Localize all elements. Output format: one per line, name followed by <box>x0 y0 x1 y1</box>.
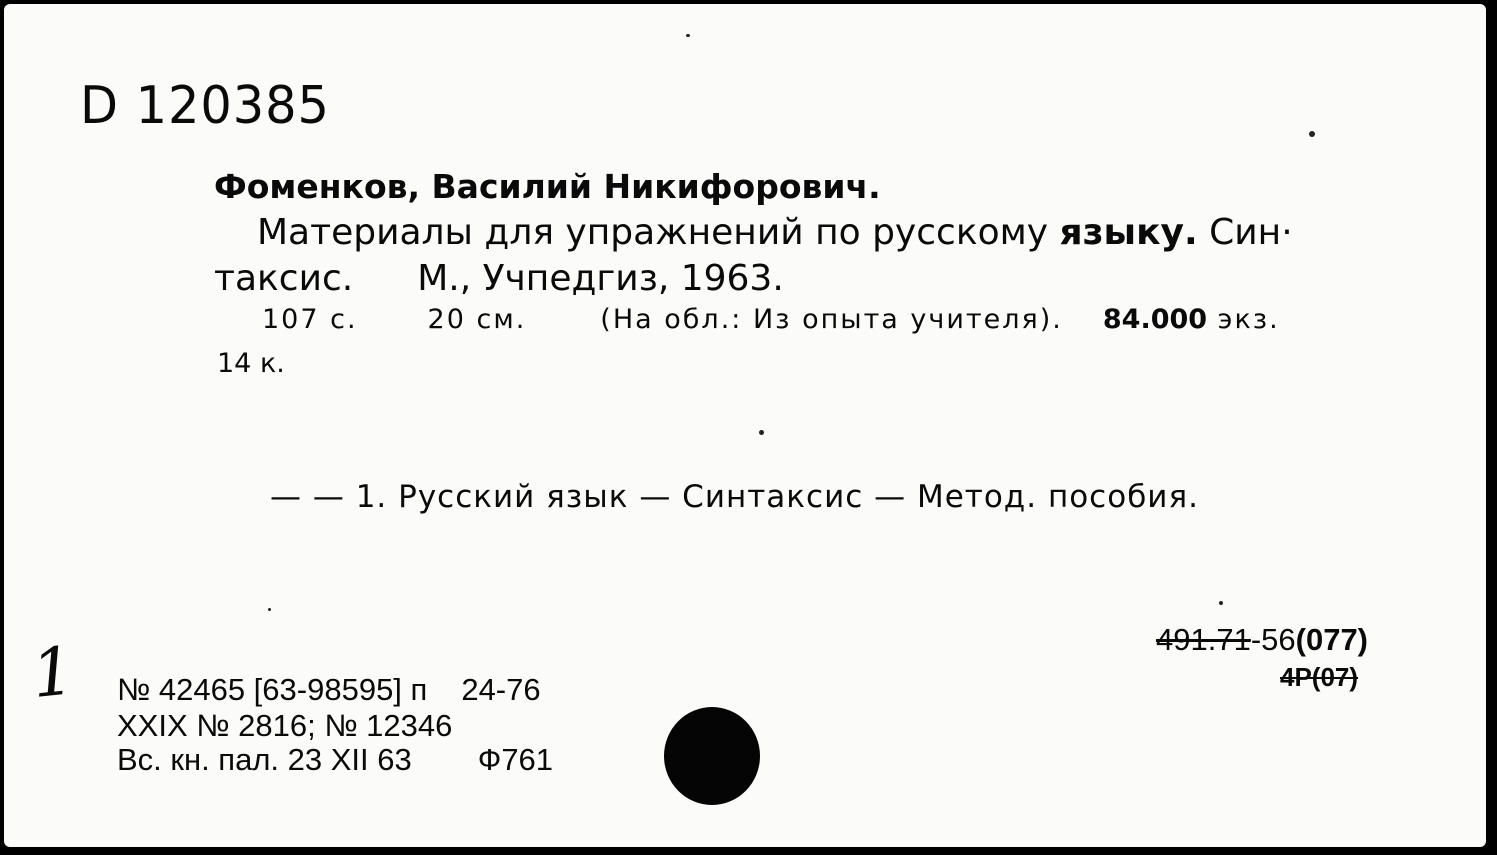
dust-speck <box>268 608 271 611</box>
footer-line-2: XXIX № 2816; № 12346 <box>117 708 453 743</box>
print-run: 84.000 <box>1102 304 1208 335</box>
series-note: (На обл.: Из опыта учителя). <box>600 304 1063 335</box>
title-line-2 <box>214 258 784 299</box>
dust-speck <box>686 34 690 37</box>
dust-speck <box>1219 601 1223 605</box>
price: 14 к. <box>217 348 285 379</box>
classification-udc <box>1156 622 1368 658</box>
classification-bbk: 4Р(07) <box>1280 662 1359 692</box>
classification-rest: -56 <box>1250 622 1296 657</box>
title-continuation: таксис. <box>214 258 354 299</box>
pages: 107 с. <box>262 304 358 335</box>
title-text-end: Син· <box>1209 212 1293 253</box>
order-code: 24-76 <box>461 672 541 707</box>
form-code: Ф761 <box>477 742 554 777</box>
title-text-bold: языку. <box>1059 212 1198 253</box>
imprint: М., Учпедгиз, 1963. <box>417 258 784 299</box>
punch-hole <box>664 707 760 805</box>
footer-line-3 <box>117 742 553 778</box>
size: 20 см. <box>427 304 527 335</box>
handwritten-mark: 1 <box>28 632 78 713</box>
title-line-1 <box>257 212 1293 253</box>
chamber-date: Вс. кн. пал. 23 XII 63 <box>117 742 412 777</box>
subject-heading: — — 1. Русский язык — Синтаксис — Метод. пособия. <box>270 479 1199 515</box>
classification-struck: 491.71 <box>1156 622 1251 657</box>
dust-speck <box>759 430 764 435</box>
accession-number: № 42465 [63-98595] п <box>117 672 428 707</box>
print-run-unit: экз. <box>1217 304 1280 335</box>
physical-description <box>262 304 1280 335</box>
call-number: D 120385 <box>80 76 330 136</box>
dust-speck <box>1309 131 1315 137</box>
author-heading: Фоменков, Василий Никифорович. <box>214 167 881 206</box>
catalog-card <box>4 4 1486 847</box>
title-text: Материалы для упражнений по русскому <box>257 212 1049 253</box>
footer-line-1 <box>117 672 541 708</box>
classification-bold: (077) <box>1295 622 1369 657</box>
